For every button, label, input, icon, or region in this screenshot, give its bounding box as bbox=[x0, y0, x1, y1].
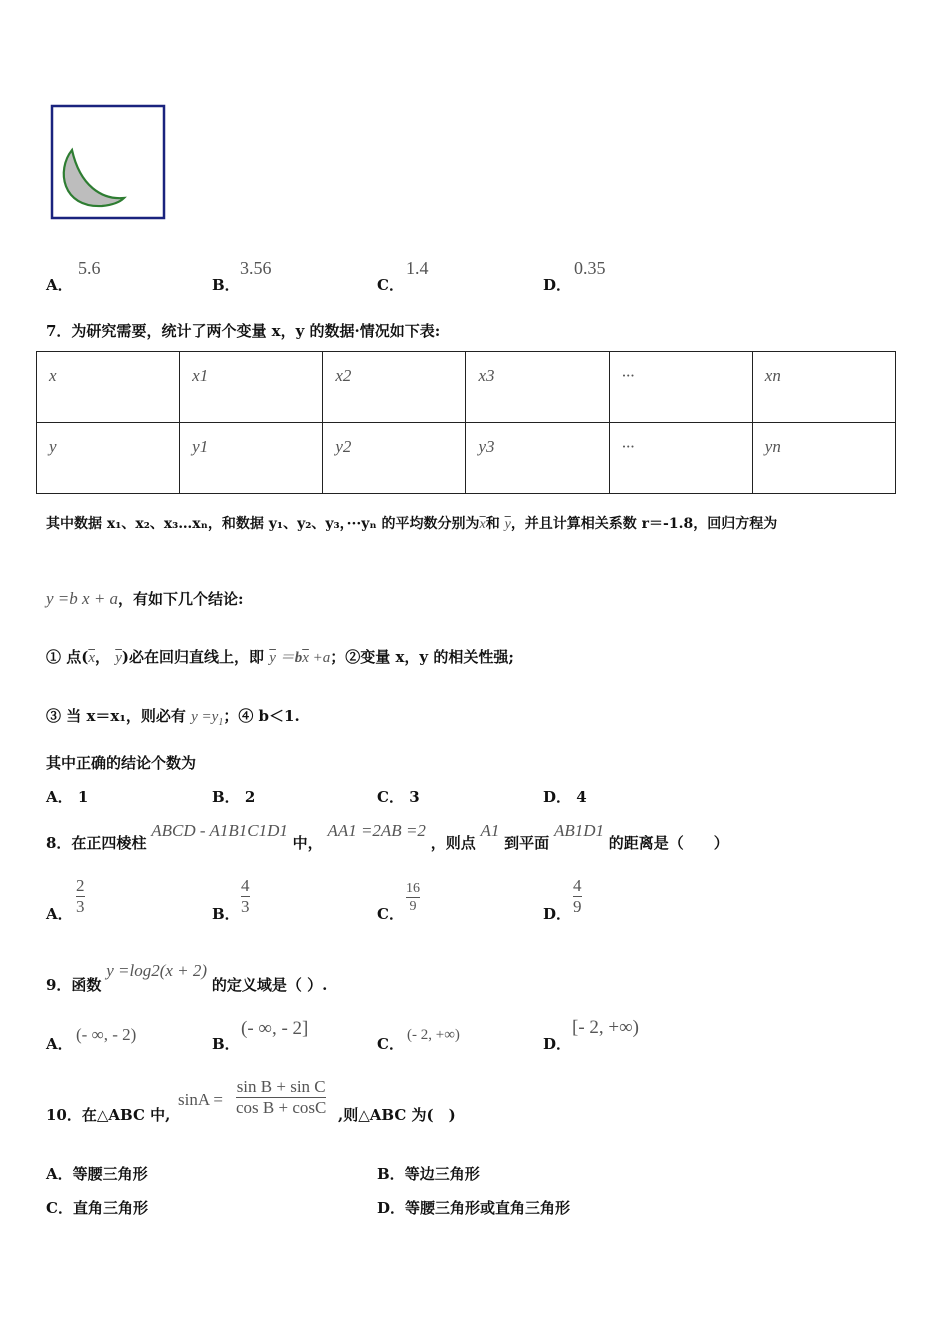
regression-equation: y =b x + a bbox=[46, 589, 119, 608]
q9-option-b-value: (- ∞, - 2] bbox=[241, 1018, 309, 1039]
point-y-bar: $\overline{y}$ bbox=[115, 650, 122, 666]
option-value: 直角三角形 bbox=[72, 1199, 148, 1217]
q9-option-a-letter: A． bbox=[46, 1035, 73, 1053]
q8-stem bbox=[46, 820, 729, 860]
q7-conclusions-1-2: ① 点($\overline{x}$， $\overline{y}$)必在回归直线上，即 $\overline{y} =b\overline{x} +a$；②变量 x，y 的相关性强; bbox=[46, 648, 514, 666]
q7-option-d bbox=[543, 786, 587, 807]
q7-stem: 7．为研究需要，统计了两个变量 x，y 的数据·情况如下表: bbox=[46, 322, 441, 340]
q9-option-c-value: (- 2, +∞) bbox=[407, 1027, 460, 1043]
q8-option-c-fraction bbox=[406, 880, 420, 915]
x-bar: $\overline{x}$ bbox=[479, 517, 486, 532]
q7-line2-end: ，有如下几个结论: bbox=[118, 590, 244, 608]
numerator: 16 bbox=[406, 881, 420, 896]
q8-option-a-letter: A． bbox=[46, 905, 73, 923]
q9-option-d-value: [- 2, +∞) bbox=[572, 1017, 639, 1038]
q8-plane: AB1D1 bbox=[553, 821, 605, 840]
option-value: 等腰三角形或直角三角形 bbox=[405, 1199, 571, 1217]
q8-option-c-letter: C． bbox=[377, 905, 404, 923]
c34-a: ③ 当 x＝x₁，则必有 bbox=[46, 707, 186, 725]
numerator: 4 bbox=[573, 876, 582, 895]
c12-a: ① 点( bbox=[46, 648, 89, 666]
q8-e: 的距离是（ ） bbox=[608, 834, 729, 852]
table-cell: yn bbox=[752, 423, 895, 494]
q6-option-c-value: 1.4 bbox=[406, 258, 429, 278]
table-cell: y1 bbox=[180, 423, 323, 494]
q7-line1-text: 其中数据 x₁、x₂、x₃…xₙ，和数据 y₁、y₂、y₃，···yₙ 的平均数分别为 bbox=[46, 516, 480, 532]
table-cell: y3 bbox=[466, 423, 609, 494]
q9-option-a-value: (- ∞, - 2) bbox=[76, 1025, 137, 1044]
q6-option-b-value: 3.56 bbox=[240, 258, 272, 278]
denominator: cos B + cosC bbox=[236, 1098, 327, 1117]
numerator: 2 bbox=[76, 876, 85, 895]
table-row-x bbox=[37, 352, 896, 423]
table-cell: y2 bbox=[323, 423, 466, 494]
option-letter: B． bbox=[377, 1165, 405, 1183]
q10-option-d bbox=[377, 1197, 570, 1218]
q6-option-d-letter: D． bbox=[543, 276, 572, 294]
c34-b: ；④ b＜1. bbox=[223, 707, 300, 725]
q10-b: ,则△ABC 为( ) bbox=[338, 1106, 456, 1124]
table-row-y bbox=[37, 423, 896, 494]
option-letter: C． bbox=[46, 1199, 73, 1217]
q7-option-a bbox=[46, 786, 88, 807]
table-cell: x bbox=[37, 352, 180, 423]
q8-point: A1 bbox=[480, 821, 500, 840]
numerator: sin B + sin C bbox=[236, 1077, 326, 1096]
q6-option-a-letter: A． bbox=[46, 276, 73, 294]
option-letter: B． bbox=[212, 788, 240, 806]
option-letter: D． bbox=[377, 1199, 406, 1217]
q10-option-c bbox=[46, 1197, 148, 1218]
denominator: 3 bbox=[76, 897, 85, 916]
q9-option-b-letter: B． bbox=[212, 1035, 240, 1053]
q8-a: 8．在正四棱柱 bbox=[46, 834, 147, 852]
q10-option-a bbox=[46, 1163, 148, 1184]
q10-lhs: sinA = bbox=[178, 1090, 224, 1109]
option-letter: C． bbox=[377, 788, 404, 806]
q8-option-d-fraction bbox=[573, 876, 582, 917]
regress-at-mean: $\overline{y} =b\overline{x} +a$ bbox=[269, 650, 331, 666]
q9-option-c-letter: C． bbox=[377, 1035, 404, 1053]
q7-line1-mid: 和 bbox=[485, 516, 500, 532]
q7-line2 bbox=[46, 588, 244, 609]
denominator: 9 bbox=[573, 897, 582, 916]
q9-a: 9．函数 bbox=[46, 976, 102, 994]
q9-function: y =log2(x + 2) bbox=[106, 961, 208, 980]
q7-conclusions-3-4 bbox=[46, 705, 300, 728]
option-value: 等腰三角形 bbox=[72, 1165, 148, 1183]
table-cell: x2 bbox=[323, 352, 466, 423]
point-x-bar: $\overline{x}$ bbox=[88, 650, 95, 666]
q8-option-d-letter: D． bbox=[543, 905, 572, 923]
q8-c: ，则点 bbox=[430, 834, 476, 852]
q9-option-d-letter: D． bbox=[543, 1035, 572, 1053]
option-value: 1 bbox=[77, 788, 89, 806]
q8-condition: AA1 =2AB =2 bbox=[327, 821, 426, 840]
denominator: 3 bbox=[241, 897, 250, 916]
y-bar: $\overline{y}$ bbox=[504, 517, 511, 532]
numerator: 4 bbox=[241, 876, 250, 895]
crescent-figure bbox=[50, 104, 168, 222]
c12-c: ；②变量 x，y 的相关性强; bbox=[330, 648, 514, 666]
q9-stem bbox=[46, 960, 328, 994]
option-letter: A． bbox=[46, 1165, 73, 1183]
q10-fraction bbox=[236, 1077, 326, 1118]
q7-option-c bbox=[377, 786, 420, 807]
q6-option-d-value: 0.35 bbox=[574, 258, 606, 278]
q10-a: 10．在△ABC 中, bbox=[46, 1106, 171, 1124]
c12-b: )必在回归直线上，即 bbox=[121, 648, 265, 666]
q6-option-c-letter: C． bbox=[377, 276, 404, 294]
table-cell: ··· bbox=[609, 352, 752, 423]
q8-prism: ABCD - A1B1C1D1 bbox=[151, 821, 288, 840]
option-value: 4 bbox=[576, 788, 587, 806]
table-cell: x1 bbox=[180, 352, 323, 423]
q8-b: 中， bbox=[292, 834, 323, 852]
q8-option-b-letter: B． bbox=[212, 905, 240, 923]
option-letter: A． bbox=[46, 788, 73, 806]
q7-line1 bbox=[46, 513, 777, 533]
q7-option-b bbox=[212, 786, 255, 807]
q7-data-table bbox=[36, 351, 896, 494]
q8-option-b-fraction bbox=[241, 876, 250, 917]
q9-b: 的定义域是（ ）. bbox=[211, 976, 328, 994]
table-cell: xn bbox=[752, 352, 895, 423]
option-value: 等边三角形 bbox=[404, 1165, 480, 1183]
q8-option-a-fraction bbox=[76, 876, 85, 917]
q7-line1-end: ，并且计算相关系数 r＝-1.8，回归方程为 bbox=[510, 516, 778, 532]
option-letter: D． bbox=[543, 788, 572, 806]
q7-question: 其中正确的结论个数为 bbox=[46, 754, 197, 772]
table-cell: x3 bbox=[466, 352, 609, 423]
option-value: 2 bbox=[244, 788, 256, 806]
y-hat-eq-y1: $y =y_1$ bbox=[191, 709, 224, 728]
q6-option-b-letter: B． bbox=[212, 276, 240, 294]
q8-d: 到平面 bbox=[504, 834, 550, 852]
q10-option-b bbox=[377, 1163, 480, 1184]
table-cell: ··· bbox=[609, 423, 752, 494]
option-value: 3 bbox=[409, 788, 420, 806]
q6-option-a-value: 5.6 bbox=[78, 258, 101, 278]
table-cell: y bbox=[37, 423, 180, 494]
denominator: 9 bbox=[409, 899, 417, 914]
